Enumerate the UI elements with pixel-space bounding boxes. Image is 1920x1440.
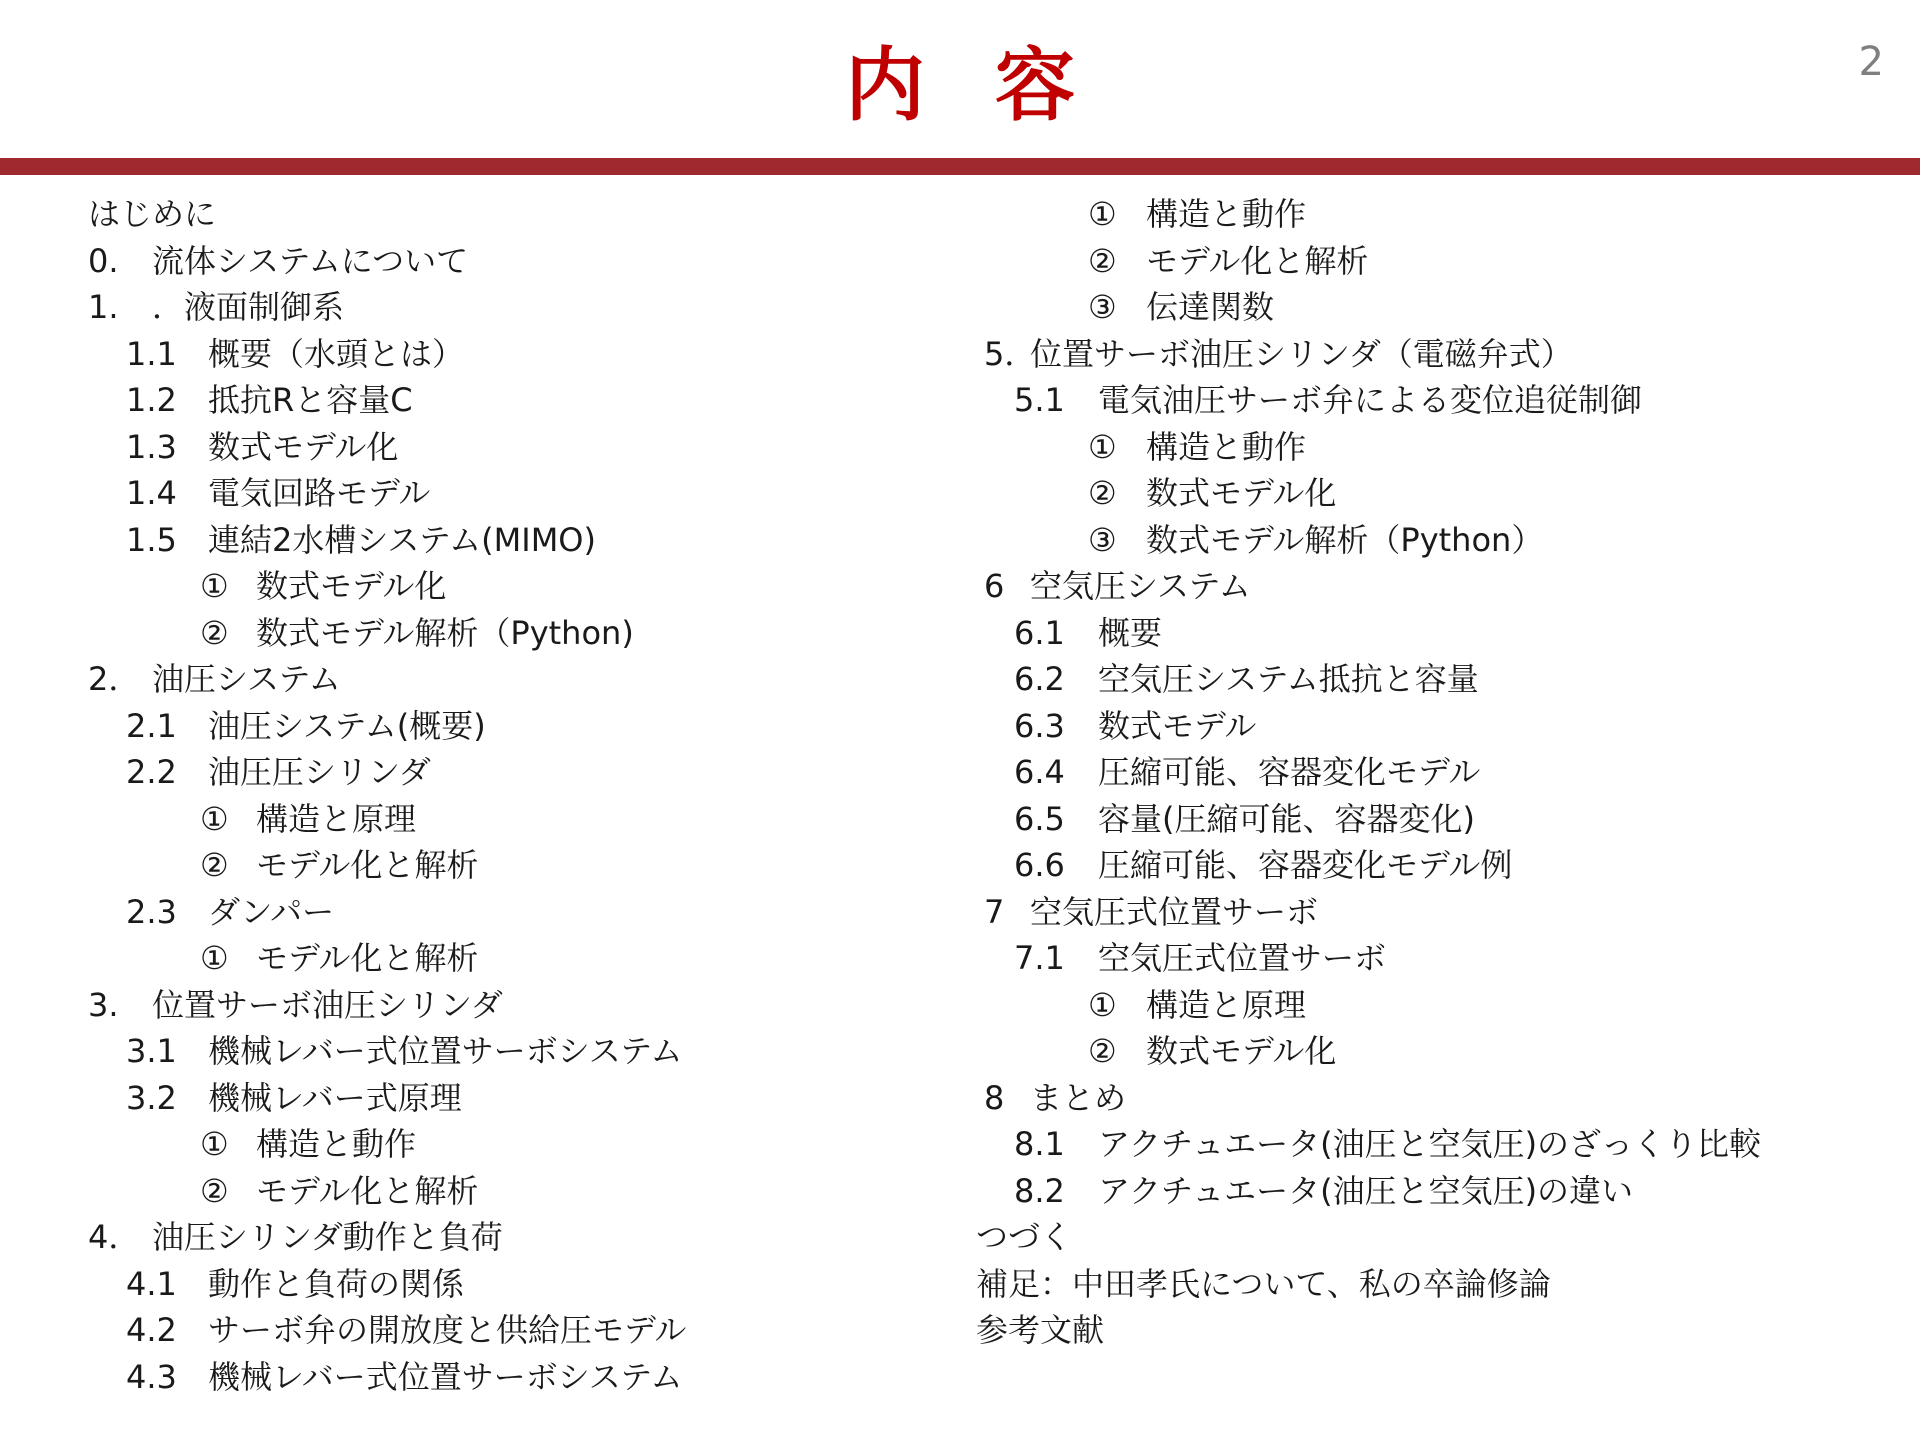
toc-item (88, 610, 948, 657)
toc-item-text: 数式モデル化 (208, 427, 399, 466)
toc-item (976, 610, 1876, 657)
toc-item (976, 842, 1876, 889)
toc-item-text: 参考文献 (976, 1311, 1105, 1349)
toc-item-text: 圧縮可能、容器変化モデル例 (1098, 846, 1513, 884)
toc-item-number: 6.1 (1014, 613, 1065, 652)
toc-item-text: 油圧シリンダ動作と負荷 (152, 1218, 503, 1256)
toc-item-number: ① (200, 939, 229, 977)
toc-item (976, 284, 1876, 331)
toc-item-text: 抵抗Rと容量C (208, 381, 413, 419)
toc-item (976, 1075, 1876, 1122)
toc-item (976, 703, 1876, 750)
toc-item-text: サーボ弁の開放度と供給圧モデル (208, 1311, 687, 1349)
toc-item-text: 空気圧システム (1030, 567, 1251, 605)
toc-item-number: 1.1 (126, 334, 177, 373)
toc-item (88, 331, 948, 378)
toc-item-text: 構造と動作 (1146, 427, 1307, 466)
toc-item-number: 6.2 (1014, 660, 1065, 698)
toc-item-text: 容量(圧縮可能、容器変化) (1098, 799, 1475, 838)
toc-item-text: アクチュエータ(油圧と空気圧)の違い (1098, 1171, 1634, 1210)
toc-item-text: 流体システムについて (152, 241, 469, 280)
toc-item (88, 470, 948, 517)
toc-item-text: 位置サーボ油圧シリンダ (152, 985, 503, 1024)
toc-item-text: 数式モデル (1098, 706, 1257, 745)
toc-item-text: 圧縮可能、容器変化モデル (1098, 753, 1481, 791)
toc-item-text: つづく (976, 1218, 1073, 1256)
toc-item (88, 1261, 948, 1308)
toc-item (976, 1261, 1876, 1308)
toc-item-text: はじめに (88, 195, 217, 233)
toc-item (88, 1354, 948, 1401)
toc-item (976, 377, 1876, 424)
toc-item-number: ① (1088, 195, 1117, 233)
toc-item-text: 概要 (1098, 613, 1163, 652)
toc-item-text: 数式モデル解析（Python） (1146, 520, 1544, 559)
toc-item-number: 1.2 (126, 381, 177, 419)
toc-item-number: 6 (984, 567, 1005, 605)
toc-right-column (976, 191, 1876, 1354)
toc-item-number: ① (200, 1125, 229, 1163)
toc-item-text: 数式モデル化 (1146, 1032, 1337, 1070)
toc-item (976, 470, 1876, 517)
toc-item-text: 補足：中田孝氏について、私の卒論修論 (976, 1264, 1551, 1303)
toc-item-text: ダンパー (208, 892, 335, 931)
toc-item-number: ③ (1088, 288, 1117, 326)
toc-item-text: 数式モデル化 (256, 567, 447, 605)
toc-item-text: 構造と原理 (256, 799, 417, 838)
toc-item (976, 656, 1876, 703)
toc-item-number: 4.3 (126, 1357, 177, 1396)
toc-item-number: 2.3 (126, 892, 177, 931)
toc-item (88, 1168, 948, 1215)
toc-item (976, 331, 1876, 378)
toc-item-number: 1.5 (126, 520, 177, 559)
toc-item (976, 889, 1876, 936)
toc-item (88, 935, 948, 982)
toc-item (88, 1075, 948, 1122)
toc-item-text: 油圧システム(概要) (208, 706, 486, 745)
toc-item-number: 7 (984, 892, 1005, 931)
toc-item-text: モデル化と解析 (256, 846, 479, 884)
toc-item (88, 238, 948, 285)
toc-item (88, 563, 948, 610)
toc-item-number: 3.2 (126, 1078, 177, 1117)
toc-item (976, 517, 1876, 564)
toc-item-text: 油圧システム (152, 660, 341, 698)
toc-item-text: モデル化と解析 (256, 1171, 479, 1210)
toc-item (88, 842, 948, 889)
toc-item-number: 7.1 (1014, 939, 1065, 977)
toc-item (88, 1214, 948, 1261)
toc-item (88, 424, 948, 471)
toc-item (88, 982, 948, 1029)
toc-item-number: 1. (88, 288, 119, 326)
toc-item-number: ② (1088, 241, 1117, 280)
toc-item-text: 電気回路モデル (208, 474, 431, 512)
toc-item (976, 1307, 1876, 1354)
toc-item-text: 数式モデル化 (1146, 474, 1337, 512)
toc-item-number: 6.4 (1014, 753, 1065, 791)
toc-item (976, 191, 1876, 238)
toc-item (88, 191, 948, 238)
toc-item (976, 1214, 1876, 1261)
toc-item (976, 1028, 1876, 1075)
toc-item-text: 数式モデル解析（Python) (256, 613, 634, 652)
page-number: 2 (1858, 39, 1884, 85)
toc-item-number: 5． (984, 334, 1037, 373)
toc-item (976, 749, 1876, 796)
toc-item-text: 電気油圧サーボ弁による変位追従制御 (1098, 381, 1643, 419)
toc-item-number: 5.1 (1014, 381, 1065, 419)
toc-item (976, 238, 1876, 285)
toc-item (976, 1168, 1876, 1215)
toc-item (88, 377, 948, 424)
toc-item-number: 3. (88, 985, 119, 1024)
toc-item-number: 8.1 (1014, 1125, 1065, 1163)
toc-item-text: 位置サーボ油圧シリンダ（電磁弁式） (1030, 334, 1573, 373)
toc-item (88, 1028, 948, 1075)
toc-item-text: 構造と原理 (1146, 985, 1307, 1024)
toc-item-text: 空気圧式位置サーボ (1030, 892, 1319, 931)
toc-item (88, 1121, 948, 1168)
toc-item-text: 機械レバー式原理 (208, 1078, 462, 1117)
slide-title: 内容 (845, 39, 1145, 132)
toc-item-number: 8 (984, 1078, 1005, 1117)
toc-item-number: 1.4 (126, 474, 177, 512)
toc-item-number: ③ (1088, 520, 1117, 559)
title-divider (0, 158, 1920, 175)
toc-item-number: ① (200, 799, 229, 838)
toc-item-text: 空気圧式位置サーボ (1098, 939, 1387, 977)
toc-item-number: 0. (88, 241, 119, 280)
toc-item-text: 動作と負荷の関係 (208, 1264, 465, 1303)
toc-item-text: 油圧圧シリンダ (208, 753, 431, 791)
toc-item (976, 935, 1876, 982)
toc-item-number: 4.2 (126, 1311, 177, 1349)
toc-item (976, 796, 1876, 843)
toc-item-text: まとめ (1030, 1078, 1127, 1117)
toc-item-text: 構造と動作 (256, 1125, 417, 1163)
toc-item-number: 6.3 (1014, 706, 1065, 745)
toc-item-number: 1.3 (126, 427, 177, 466)
toc-item-number: 4.1 (126, 1264, 177, 1303)
toc-item-number: ① (200, 567, 229, 605)
toc-item-number: ② (200, 613, 229, 652)
toc-item (88, 749, 948, 796)
toc-item (976, 1121, 1876, 1168)
toc-item-number: ② (200, 846, 229, 884)
toc-item-number: ② (200, 1171, 229, 1210)
toc-item-text: 機械レバー式位置サーボシステム (208, 1032, 683, 1070)
toc-item-number: ② (1088, 1032, 1117, 1070)
toc-item (976, 982, 1876, 1029)
toc-item-number: ① (1088, 985, 1117, 1024)
toc-item-number: 2.2 (126, 753, 177, 791)
toc-item (88, 517, 948, 564)
toc-item (88, 1307, 948, 1354)
toc-item-number: 3.1 (126, 1032, 177, 1070)
toc-item (88, 796, 948, 843)
toc-item-text: 概要（水頭とは） (208, 334, 465, 373)
toc-item-number: 2． (88, 660, 141, 698)
toc-item-text: ．液面制御系 (152, 288, 345, 326)
toc-item (976, 563, 1876, 610)
toc-item-text: 伝達関数 (1146, 288, 1275, 326)
toc-item-number: ① (1088, 427, 1117, 466)
toc-left-column (88, 191, 948, 1400)
toc-item-number: 6.5 (1014, 799, 1065, 838)
toc-item-number: 8.2 (1014, 1171, 1065, 1210)
toc-item-text: モデル化と解析 (256, 939, 479, 977)
toc-item (88, 889, 948, 936)
toc-item-text: 機械レバー式位置サーボシステム (208, 1357, 683, 1396)
toc-item-text: 連結2水槽システム(MIMO) (208, 520, 596, 559)
toc-item (976, 424, 1876, 471)
toc-item-number: ② (1088, 474, 1117, 512)
toc-item-number: 4． (88, 1218, 141, 1256)
toc-item-text: アクチュエータ(油圧と空気圧)のざっくり比較 (1098, 1125, 1762, 1163)
toc-item-text: モデル化と解析 (1146, 241, 1369, 280)
toc-item-text: 空気圧システム抵抗と容量 (1098, 660, 1479, 698)
toc-item (88, 284, 948, 331)
toc-item (88, 656, 948, 703)
toc-item-number: 6.6 (1014, 846, 1065, 884)
toc-item (88, 703, 948, 750)
toc-item-text: 構造と動作 (1146, 195, 1307, 233)
toc-item-number: 2.1 (126, 706, 177, 745)
